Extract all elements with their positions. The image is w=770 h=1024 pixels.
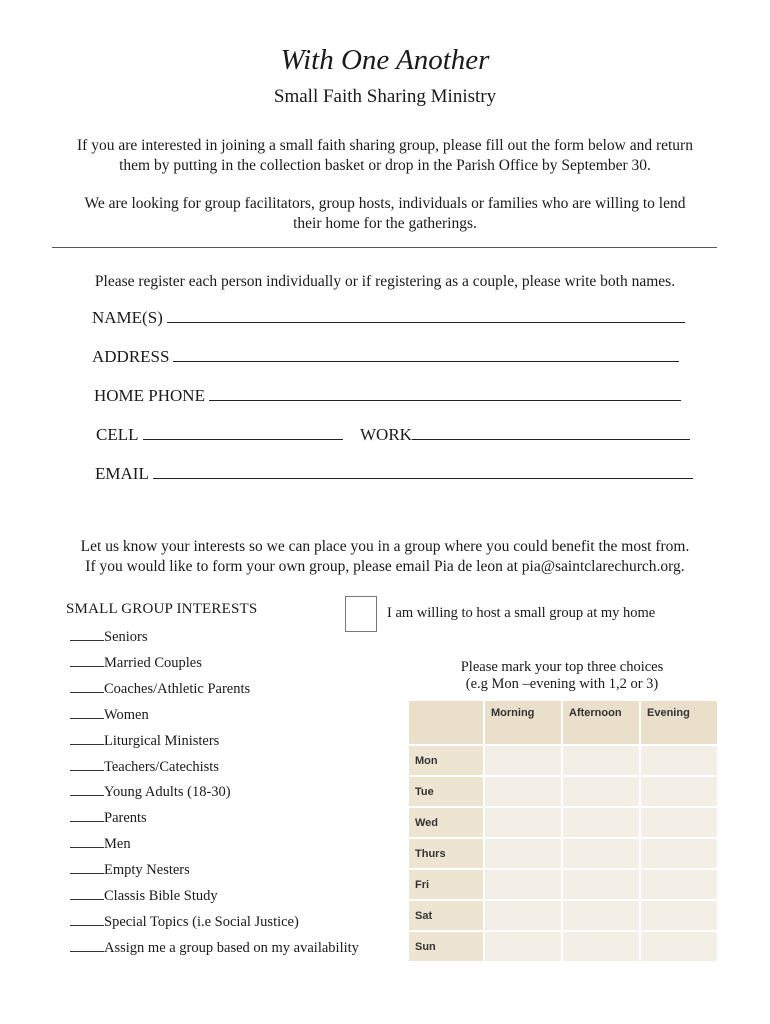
interest-label: Special Topics (i.e Social Justice)	[104, 913, 299, 930]
schedule-row	[409, 746, 717, 775]
schedule-cell[interactable]	[641, 746, 717, 775]
interest-blank[interactable]	[70, 783, 104, 796]
schedule-day: Sat	[409, 901, 483, 930]
interest-blank[interactable]	[70, 654, 104, 667]
home-phone-field[interactable]	[94, 386, 681, 406]
interest-blank[interactable]	[70, 809, 104, 822]
schedule-day: Sun	[409, 932, 483, 961]
schedule-cell[interactable]	[641, 839, 717, 868]
column-morning: Morning	[485, 701, 561, 744]
schedule-cell[interactable]	[641, 870, 717, 899]
interest-item[interactable]	[70, 913, 299, 931]
email-label: EMAIL	[95, 464, 149, 483]
schedule-row	[409, 901, 717, 930]
interest-blank[interactable]	[70, 680, 104, 693]
interest-label: Married Couples	[104, 654, 202, 671]
schedule-cell[interactable]	[563, 777, 639, 806]
names-field[interactable]	[92, 308, 685, 328]
interest-blank[interactable]	[70, 732, 104, 745]
schedule-cell[interactable]	[641, 808, 717, 837]
schedule-cell[interactable]	[485, 746, 561, 775]
page-subtitle: Small Faith Sharing Ministry	[273, 86, 497, 107]
names-line[interactable]	[167, 308, 685, 323]
interest-item[interactable]	[70, 861, 190, 879]
schedule-cell[interactable]	[485, 901, 561, 930]
schedule-cell[interactable]	[485, 839, 561, 868]
schedule-row	[409, 932, 717, 961]
interest-blank[interactable]	[70, 758, 104, 771]
interest-blank[interactable]	[70, 939, 104, 952]
column-evening: Evening	[641, 701, 717, 744]
schedule-note-line-2: (e.g Mon –evening with 1,2 or 3)	[465, 676, 659, 692]
interest-label: Parents	[104, 810, 147, 827]
interests-note-line-2: If you would like to form your own group, please email Pia de leon at pia@saintclarechurch.org.	[85, 558, 685, 575]
host-checkbox[interactable]	[345, 596, 377, 632]
register-note: Please register each person individually or if registering as a couple, please write both names.	[94, 273, 676, 290]
interest-item[interactable]	[70, 732, 219, 750]
interest-item[interactable]	[70, 809, 147, 827]
work-field[interactable]	[360, 425, 690, 445]
schedule-cell[interactable]	[563, 808, 639, 837]
schedule-note-line-1: Please mark your top three choices	[460, 659, 664, 675]
schedule-day: Wed	[409, 808, 483, 837]
schedule-cell[interactable]	[641, 777, 717, 806]
interest-label: Liturgical Ministers	[104, 732, 220, 749]
schedule-cell[interactable]	[563, 839, 639, 868]
work-line[interactable]	[412, 425, 690, 440]
schedule-row	[409, 839, 717, 868]
interest-blank[interactable]	[70, 887, 104, 900]
interest-item[interactable]	[70, 654, 202, 672]
schedule-cell[interactable]	[563, 746, 639, 775]
schedule-row	[409, 870, 717, 899]
interest-blank[interactable]	[70, 835, 104, 848]
interest-item[interactable]	[70, 887, 218, 905]
email-line[interactable]	[153, 464, 693, 479]
interest-label: Assign me a group based on my availability	[104, 939, 359, 956]
cell-field[interactable]	[96, 425, 343, 445]
schedule-cell[interactable]	[485, 870, 561, 899]
host-label: I am willing to host a small group at my home	[387, 605, 656, 621]
interests-note-line-1: Let us know your interests so we can place you in a group where you could benefit the most from.	[80, 538, 690, 555]
schedule-day: Mon	[409, 746, 483, 775]
cell-line[interactable]	[143, 425, 343, 440]
interest-blank[interactable]	[70, 861, 104, 874]
interest-item[interactable]	[70, 939, 359, 957]
page-title: With One Another	[280, 44, 490, 76]
intro-line-3: We are looking for group facilitators, group hosts, individuals or families who are willing to lend	[84, 195, 686, 212]
schedule-day: Tue	[409, 777, 483, 806]
interest-label: Classis Bible Study	[104, 888, 218, 904]
schedule-header-row	[409, 701, 717, 744]
schedule-cell[interactable]	[485, 808, 561, 837]
work-label: WORK	[360, 425, 412, 444]
interest-label: Coaches/Athletic Parents	[104, 680, 251, 697]
schedule-cell[interactable]	[641, 901, 717, 930]
interest-blank[interactable]	[70, 913, 104, 926]
schedule-row	[409, 808, 717, 837]
column-afternoon: Afternoon	[563, 701, 639, 744]
interest-item[interactable]	[70, 680, 250, 698]
home-phone-label: HOME PHONE	[94, 386, 205, 405]
email-field[interactable]	[95, 464, 693, 484]
home-phone-line[interactable]	[209, 386, 681, 401]
schedule-cell[interactable]	[485, 932, 561, 961]
intro-line-1: If you are interested in joining a small faith sharing group, please fill out the form below and return	[77, 137, 693, 154]
interest-item[interactable]	[70, 835, 131, 853]
interest-label: Young Adults (18-30)	[104, 784, 231, 801]
schedule-cell[interactable]	[563, 932, 639, 961]
schedule-corner	[409, 701, 483, 744]
cell-label: CELL	[96, 425, 139, 444]
interest-label: Men	[104, 836, 131, 853]
schedule-day: Thurs	[409, 839, 483, 868]
schedule-cell[interactable]	[563, 870, 639, 899]
address-label: ADDRESS	[92, 347, 170, 366]
interest-blank[interactable]	[70, 706, 104, 719]
interest-label: Seniors	[104, 629, 148, 645]
interest-label: Teachers/Catechists	[104, 758, 219, 775]
interest-item[interactable]	[70, 628, 148, 646]
names-label: NAME(S)	[92, 308, 163, 327]
schedule-cell[interactable]	[563, 901, 639, 930]
divider	[52, 247, 717, 248]
interest-label: Women	[104, 706, 149, 723]
schedule-day: Fri	[409, 870, 483, 899]
interest-blank[interactable]	[70, 628, 104, 641]
interest-item[interactable]	[70, 706, 149, 724]
interest-label: Empty Nesters	[104, 862, 190, 879]
schedule-cell[interactable]	[485, 777, 561, 806]
address-line[interactable]	[173, 347, 679, 362]
intro-line-2: them by putting in the collection basket or drop in the Parish Office by September 30.	[119, 157, 651, 174]
interest-item[interactable]	[70, 758, 219, 776]
address-field[interactable]	[92, 347, 679, 367]
intro-line-4: their home for the gatherings.	[293, 215, 477, 232]
interest-item[interactable]	[70, 783, 231, 801]
schedule-row	[409, 777, 717, 806]
schedule-cell[interactable]	[641, 932, 717, 961]
interests-heading: SMALL GROUP INTERESTS	[66, 601, 258, 617]
schedule-table	[407, 699, 719, 963]
